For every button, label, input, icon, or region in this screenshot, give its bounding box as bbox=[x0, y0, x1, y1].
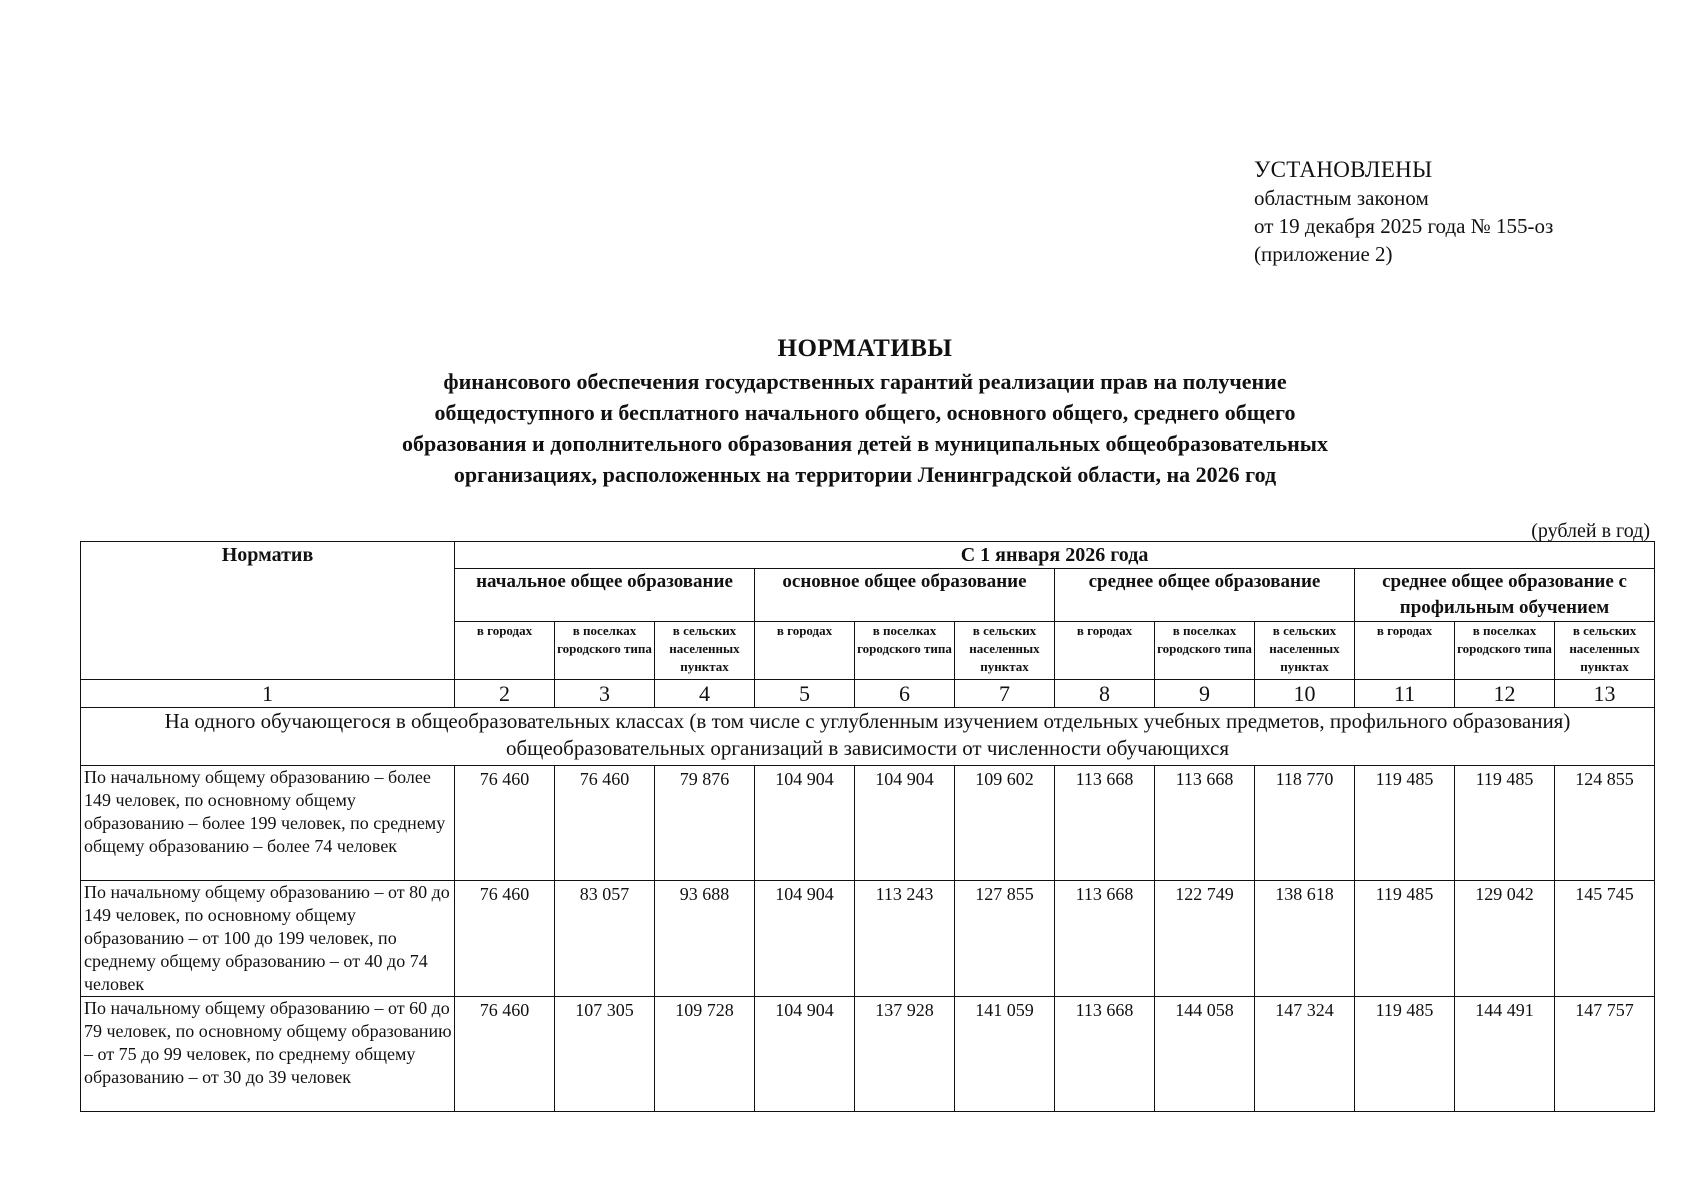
group-secondary: среднее общее образование bbox=[1055, 569, 1355, 622]
column-number: 1 bbox=[81, 680, 455, 708]
value-cell: 113 668 bbox=[1055, 881, 1155, 997]
value-cell: 119 485 bbox=[1455, 766, 1555, 881]
value-cell: 124 855 bbox=[1555, 766, 1655, 881]
value-cell: 79 876 bbox=[655, 766, 755, 881]
value-cell: 119 485 bbox=[1355, 766, 1455, 881]
value-cell: 113 668 bbox=[1055, 997, 1155, 1112]
value-cell: 104 904 bbox=[755, 997, 855, 1112]
value-cell: 83 057 bbox=[555, 881, 655, 997]
row-label: По начальному общему образованию – более 149 человек, по основному общему образованию – более 199 человек, по среднему общему образованию – более 74 человек bbox=[81, 766, 455, 881]
group-primary: начальное общее образование bbox=[455, 569, 755, 622]
value-cell: 147 324 bbox=[1255, 997, 1355, 1112]
document-title: НОРМАТИВЫ bbox=[777, 335, 953, 362]
value-cell: 109 602 bbox=[955, 766, 1055, 881]
value-cell: 141 059 bbox=[955, 997, 1055, 1112]
norms-table bbox=[80, 541, 1655, 1112]
column-number: 3 bbox=[555, 680, 655, 708]
section-row bbox=[81, 708, 1655, 766]
value-cell: 113 668 bbox=[1155, 766, 1255, 881]
table-row bbox=[81, 881, 1655, 997]
sub-city: в городах bbox=[1355, 622, 1455, 680]
value-cell: 119 485 bbox=[1355, 881, 1455, 997]
value-cell: 122 749 bbox=[1155, 881, 1255, 997]
column-number: 11 bbox=[1355, 680, 1455, 708]
column-number: 4 bbox=[655, 680, 755, 708]
column-number: 13 bbox=[1555, 680, 1655, 708]
sub-town: в поселках городского типа bbox=[555, 622, 655, 680]
sub-rural: в сельских населенных пунктах bbox=[1555, 622, 1655, 680]
value-cell: 76 460 bbox=[555, 766, 655, 881]
column-numbers-row bbox=[81, 680, 1655, 708]
table-row bbox=[81, 766, 1655, 881]
column-number: 12 bbox=[1455, 680, 1555, 708]
document-heading bbox=[0, 333, 1695, 490]
value-cell: 145 745 bbox=[1555, 881, 1655, 997]
value-cell: 137 928 bbox=[855, 997, 955, 1112]
header-norm: Норматив bbox=[81, 542, 455, 680]
section-title: На одного обучающегося в общеобразовательных классах (в том числе с углубленным изучением отдельных учебных предметов, профильного образования) общеобразовательных организаций в зависимости от численности обучающихся bbox=[81, 708, 1655, 766]
column-number: 2 bbox=[455, 680, 555, 708]
row-label: По начальному общему образованию – от 80 до 149 человек, по основному общему образованию – от 100 до 199 человек, по среднему общему образованию – от 40 до 74 человек bbox=[81, 881, 455, 997]
value-cell: 113 243 bbox=[855, 881, 955, 997]
header-row-top bbox=[81, 542, 1655, 569]
value-cell: 119 485 bbox=[1355, 997, 1455, 1112]
value-cell: 104 904 bbox=[755, 881, 855, 997]
sub-rural: в сельских населенных пунктах bbox=[955, 622, 1055, 680]
column-number: 7 bbox=[955, 680, 1055, 708]
value-cell: 93 688 bbox=[655, 881, 755, 997]
column-number: 6 bbox=[855, 680, 955, 708]
value-cell: 113 668 bbox=[1055, 766, 1155, 881]
sub-city: в городах bbox=[1055, 622, 1155, 680]
sub-rural: в сельских населенных пунктах bbox=[1255, 622, 1355, 680]
approval-title: УСТАНОВЛЕНЫ bbox=[1254, 157, 1433, 182]
value-cell: 144 058 bbox=[1155, 997, 1255, 1112]
column-number: 8 bbox=[1055, 680, 1155, 708]
sub-rural: в сельских населенных пунктах bbox=[655, 622, 755, 680]
document-subtitle-line-4: организациях, расположенных на территории Ленинградской области, на 2026 год bbox=[453, 462, 1277, 487]
value-cell: 76 460 bbox=[455, 997, 555, 1112]
value-cell: 127 855 bbox=[955, 881, 1055, 997]
approval-line-1: областным законом bbox=[1254, 186, 1429, 210]
value-cell: 118 770 bbox=[1255, 766, 1355, 881]
value-cell: 144 491 bbox=[1455, 997, 1555, 1112]
approval-line-3: (приложение 2) bbox=[1254, 242, 1393, 266]
table-row bbox=[81, 997, 1655, 1112]
value-cell: 104 904 bbox=[855, 766, 955, 881]
column-number: 9 bbox=[1155, 680, 1255, 708]
value-cell: 76 460 bbox=[455, 766, 555, 881]
group-basic: основное общее образование bbox=[755, 569, 1055, 622]
unit-note: (рублей в год) bbox=[1531, 520, 1650, 542]
value-cell: 107 305 bbox=[555, 997, 655, 1112]
value-cell: 104 904 bbox=[755, 766, 855, 881]
column-number: 10 bbox=[1255, 680, 1355, 708]
column-number: 5 bbox=[755, 680, 855, 708]
document-subtitle-line-2: общедоступного и бесплатного начального общего, основного общего, среднего общего bbox=[434, 400, 1296, 425]
header-from-date: С 1 января 2026 года bbox=[455, 542, 1655, 569]
value-cell: 129 042 bbox=[1455, 881, 1555, 997]
approval-block bbox=[1254, 156, 1553, 268]
value-cell: 138 618 bbox=[1255, 881, 1355, 997]
sub-city: в городах bbox=[455, 622, 555, 680]
value-cell: 109 728 bbox=[655, 997, 755, 1112]
sub-city: в городах bbox=[755, 622, 855, 680]
approval-line-2: от 19 декабря 2025 года № 155-оз bbox=[1254, 214, 1554, 238]
sub-town: в поселках городского типа bbox=[1455, 622, 1555, 680]
value-cell: 147 757 bbox=[1555, 997, 1655, 1112]
group-profile: среднее общее образование с профильным обучением bbox=[1355, 569, 1655, 622]
row-label: По начальному общему образованию – от 60 до 79 человек, по основному общему образованию – от 75 до 99 человек, по среднему общему образованию – от 30 до 39 человек bbox=[81, 997, 455, 1112]
document-subtitle-line-1: финансового обеспечения государственных гарантий реализации прав на получение bbox=[443, 369, 1287, 394]
document-subtitle-line-3: образования и дополнительного образования детей в муниципальных общеобразовательных bbox=[402, 431, 1328, 456]
sub-town: в поселках городского типа bbox=[855, 622, 955, 680]
value-cell: 76 460 bbox=[455, 881, 555, 997]
sub-town: в поселках городского типа bbox=[1155, 622, 1255, 680]
